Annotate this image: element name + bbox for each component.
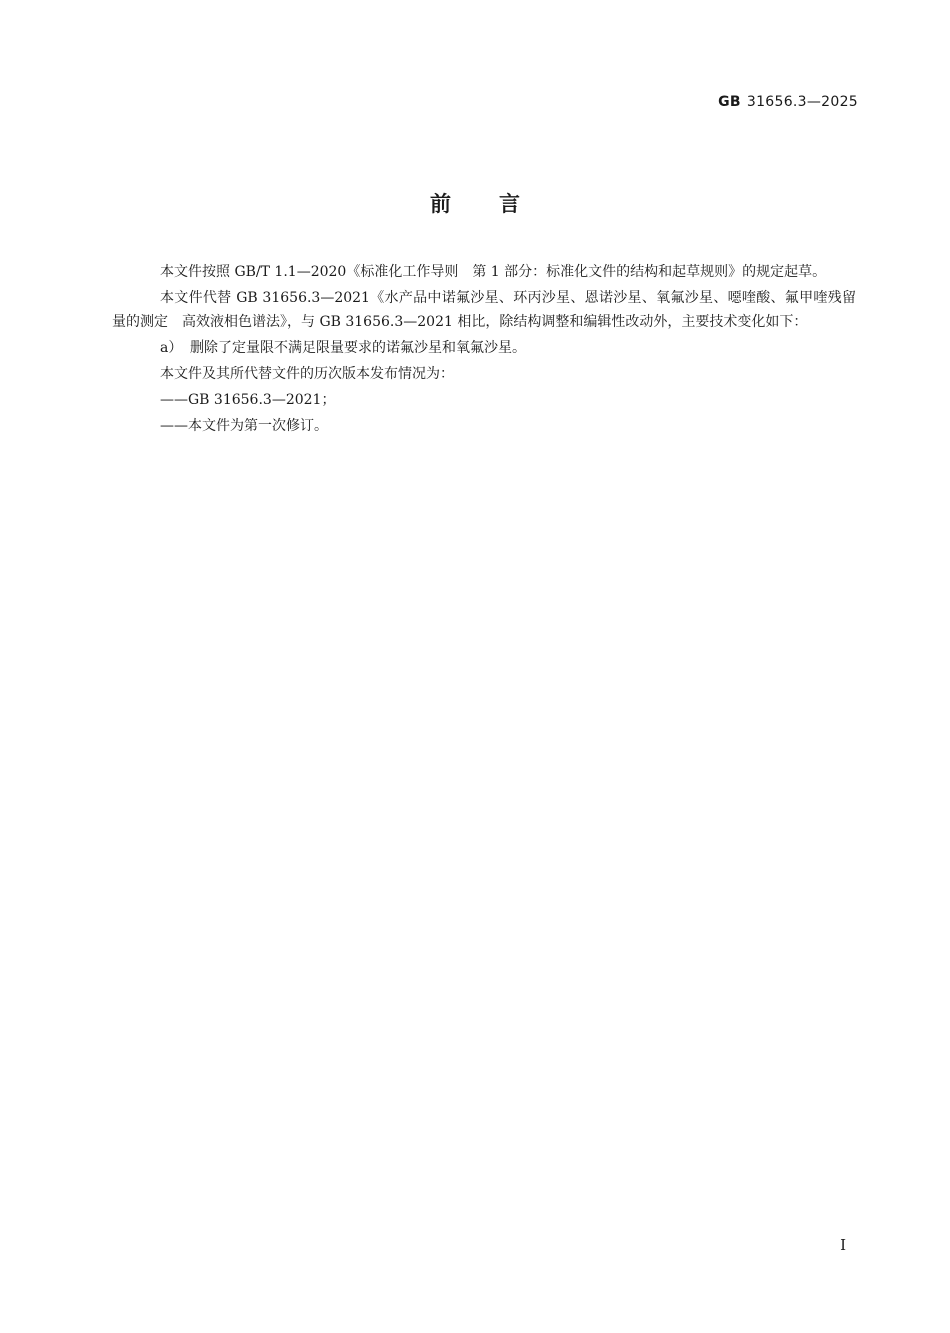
list-item [112,336,856,360]
paragraph-history-intro: 本文件及其所代替文件的历次版本发布情况为： [160,366,454,382]
page-number: I [840,1236,846,1254]
history-item: ——本文件为第一次修订。 [160,418,328,434]
standard-prefix: GB [718,94,741,110]
standard-number [718,94,858,110]
document-body [112,260,856,440]
list-item-text: 删除了定量限不满足限量要求的诺氟沙星和氧氟沙星。 [190,340,526,356]
paragraph-replacement: 本文件代替 GB 31656.3—2021《水产品中诺氟沙星、环丙沙星、恩诺沙星、氧氟沙星、噁喹酸、氟甲喹残留量的测定 高效液相色谱法》，与 GB 31656.3—2021 相比，除结构调整和编辑性改动外，主要技术变化如下： [112,290,856,330]
page-title: 前言 [430,192,568,216]
history-item: ——GB 31656.3—2021； [160,392,336,408]
standard-code: 31656.3—2025 [746,94,858,110]
paragraph-drafting-rules: 本文件按照 GB/T 1.1—2020《标准化工作导则 第 1 部分：标准化文件的结构和起草规则》的规定起草。 [160,264,827,280]
list-marker: a） [160,340,183,356]
